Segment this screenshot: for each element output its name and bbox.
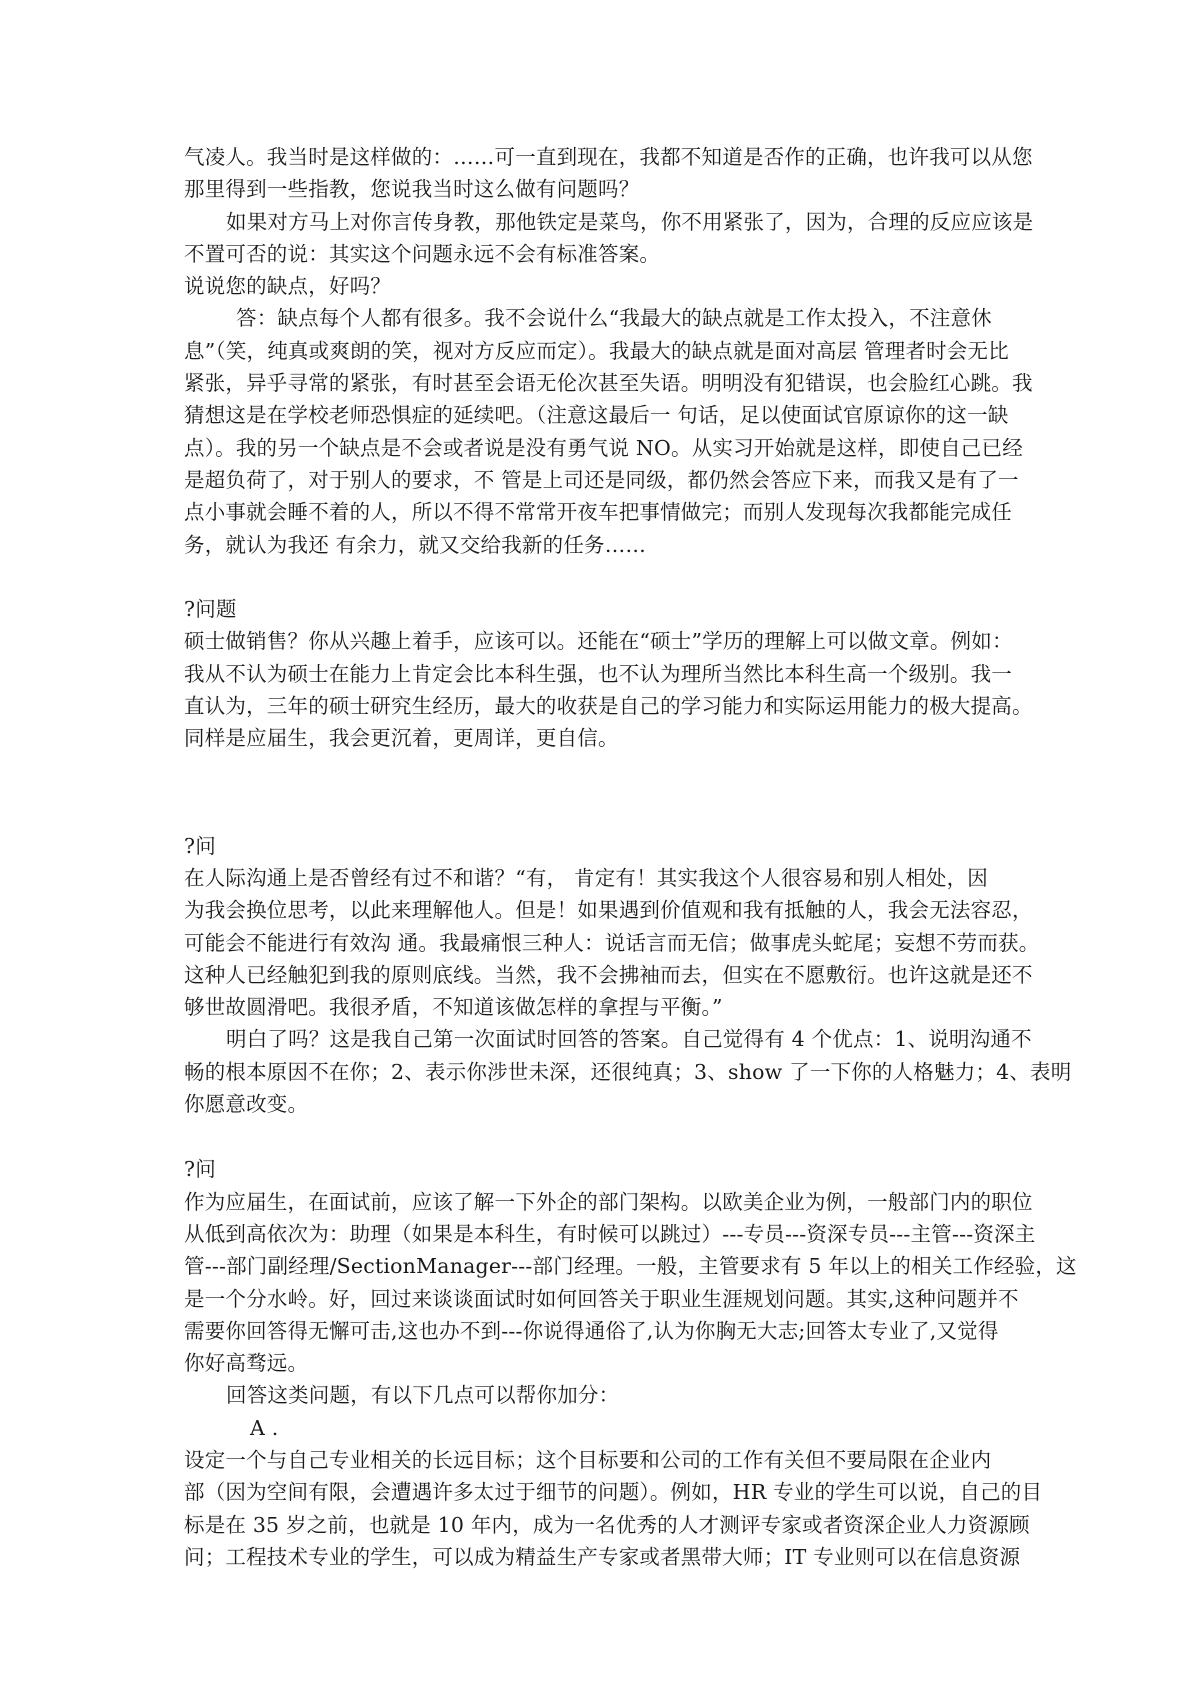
text-line: 为我会换位思考，以此来理解他人。但是！如果遇到价值观和我有抵触的人，我会无法容忍，	[184, 898, 1033, 923]
text-line: 硕士做销售？你从兴趣上着手，应该可以。还能在“硕士”学历的理解上可以做文章。例如：	[184, 629, 1013, 654]
text-line: 设定一个与自己专业相关的长远目标；这个目标要和公司的工作有关但不要局限在企业内	[184, 1447, 992, 1472]
text-line: 从低到高依次为：助理（如果是本科生，有时候可以跳过）---专员---资深专员---主管---资深主	[184, 1221, 1036, 1246]
text-line: 我从不认为硕士在能力上肯定会比本科生强，也不认为理所当然比本科生高一个级别。我一	[184, 661, 1012, 686]
text-line: 畅的根本原因不在你；2、表示你涉世未深，还很纯真；3、show 了一下你的人格魅力；4、表明	[184, 1059, 1072, 1084]
text-line: 是一个分水岭。好，回过来谈谈面试时如何回答关于职业生涯规划问题。其实,这种问题并不	[184, 1286, 1019, 1311]
text-line: 管---部门副经理/SectionManager---部门经理。一般，主管要求有 5 年以上的相关工作经验，这	[184, 1254, 1077, 1279]
text-line: 你好高骛远。	[184, 1351, 309, 1376]
section-heading: ?问题	[184, 597, 237, 622]
text-line: 那里得到一些指教，您说我当时这么做有问题吗？	[184, 177, 640, 202]
text-line: 点）。我的另一个缺点是不会或者说是没有勇气说 NO。从实习开始就是这样，即使自己已经	[184, 435, 1023, 460]
text-line: 猜想这是在学校老师恐惧症的延续吧。（注意这最后一 句话，足以使面试官原谅你的这一缺	[184, 403, 1009, 428]
paragraph-gap	[184, 1120, 1044, 1153]
text-line: 气凌人。我当时是这样做的：……可一直到现在，我都不知道是否作的正确，也许我可以从您	[184, 145, 1033, 169]
text-line: 回答这类问题，有以下几点可以帮你加分：	[226, 1383, 620, 1408]
text-line: 直认为，三年的硕士研究生经历，最大的收获是自己的学习能力和实际运用能力的极大提高。	[184, 694, 1033, 719]
text-line: 紧张，异乎寻常的紧张，有时甚至会语无伦次甚至失语。明明没有犯错误，也会脸红心跳。我	[184, 371, 1033, 396]
text-line: 你愿意改变。	[184, 1092, 309, 1117]
paragraph-gap	[184, 561, 1044, 593]
text-line: 如果对方马上对你言传身教，那他铁定是菜鸟，你不用紧张了，因为，合理的反应应该是	[226, 209, 1034, 234]
text-line: 标是在 35 岁之前，也就是 10 年内，成为一名优秀的人才测评专家或者资深企业人力资源顾	[184, 1512, 1030, 1537]
text-line: 可能会不能进行有效沟 通。我最痛恨三种人：说话言而无信；做事虎头蛇尾；妄想不劳而获。	[184, 930, 1040, 955]
text-line: 息”（笑，纯真或爽朗的笑，视对方反应而定）。我最大的缺点就是面对高层 管理者时会无比	[184, 338, 1009, 363]
weakness-question: 说说您的缺点，好吗？	[184, 274, 391, 299]
text-line: 作为应届生，在面试前，应该了解一下外企的部门架构。以欧美企业为例，一般部门内的职位	[184, 1189, 1033, 1214]
text-line: 在人际沟通上是否曾经有过不和谐？“有， 肯定有！其实我这个人很容易和别人相处，因	[184, 865, 988, 890]
text-line: 同样是应届生，我会更沉着，更周详，更自信。	[184, 726, 619, 751]
section-heading: ?问	[184, 1157, 216, 1182]
text-line: 需要你回答得无懈可击,这也办不到---你说得通俗了,认为你胸无大志;回答太专业了,又觉得	[184, 1318, 999, 1343]
text-line: 这种人已经触犯到我的原则底线。当然，我不会拂袖而去，但实在不愿敷衍。也许这就是还不	[184, 962, 1033, 987]
text-line: 问；工程技术专业的学生，可以成为精益生产专家或者黑带大师；IT 专业则可以在信息资源	[184, 1544, 1021, 1569]
text-line: 答：缺点每个人都有很多。我不会说什么“我最大的缺点就是工作太投入，不注意休	[236, 306, 992, 331]
document-body	[184, 141, 1077, 1573]
text-line: 务，就认为我还 有余力，就又交给我新的任务……	[184, 532, 647, 557]
text-line: 是超负荷了，对于别人的要求，不 管是上司还是同级，都仍然会答应下来，而我又是有了一	[184, 467, 1019, 492]
text-line: 够世故圆滑吧。我很矛盾，不知道该做怎样的拿捏与平衡。”	[184, 995, 723, 1020]
text-line: 部（因为空间有限，会遭遇许多太过于细节的问题）。例如，HR 专业的学生可以说，自己的目	[184, 1480, 1043, 1505]
paragraph-gap	[184, 755, 1044, 830]
text-line: 明白了吗？这是我自己第一次面试时回答的答案。自己觉得有 4 个优点：1、说明沟通不	[226, 1027, 1032, 1052]
section-heading: ?问	[184, 833, 216, 858]
text-line: 不置可否的说：其实这个问题永远不会有标准答案。	[184, 241, 661, 266]
text-line: 点小事就会睡不着的人，所以不得不常常开夜车把事情做完；而别人发现每次我都能完成任	[184, 500, 1012, 525]
point-label: A .	[250, 1415, 279, 1440]
